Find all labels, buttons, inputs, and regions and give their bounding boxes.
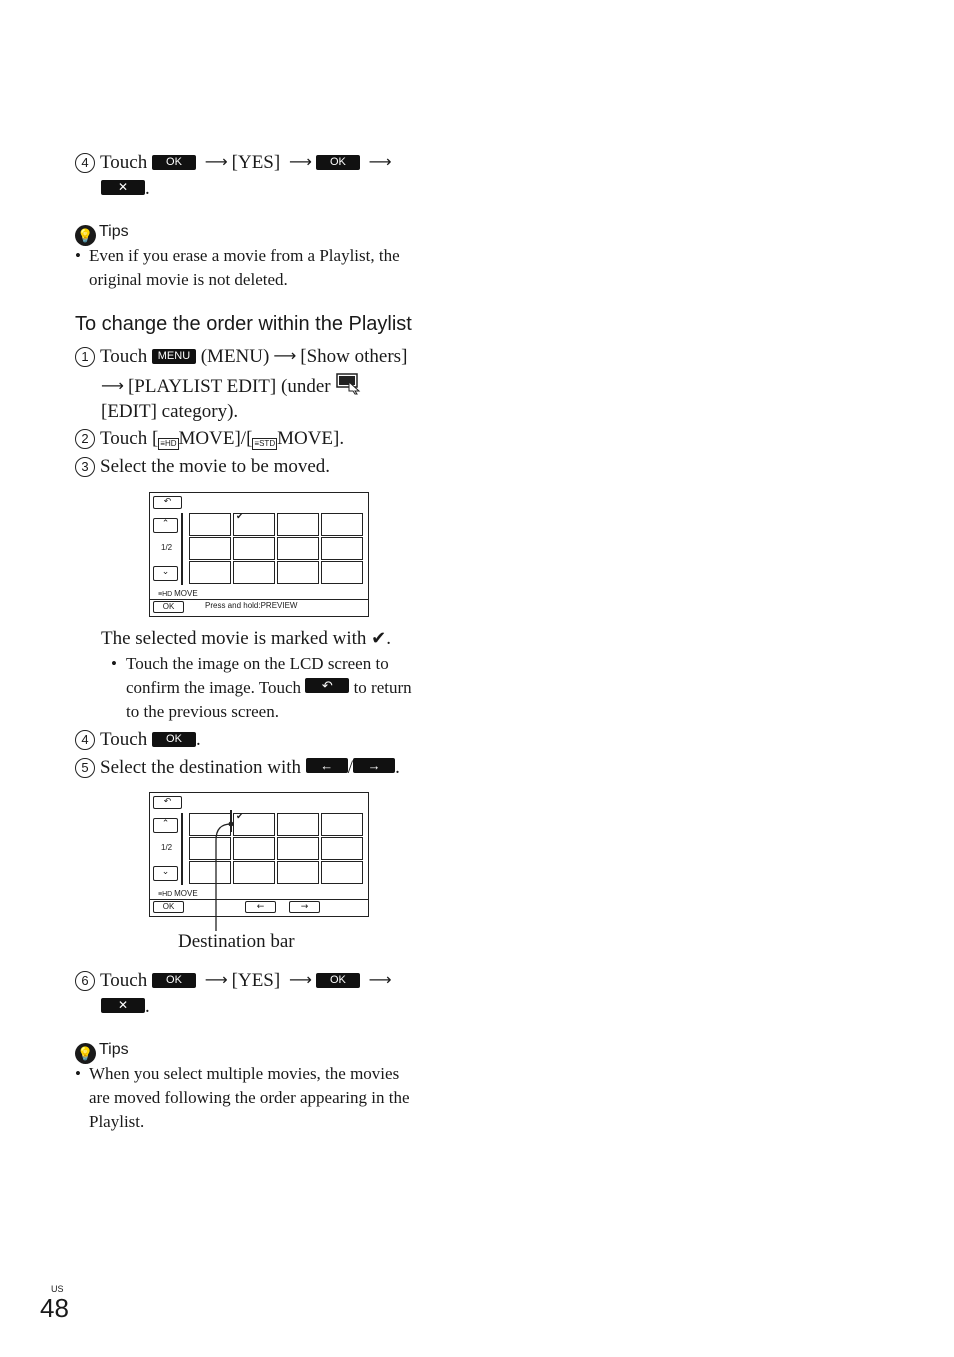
scrollbar [181,813,183,885]
thumbnail [321,813,363,836]
tips-2-bullet: • When you select multiple movies, the movies are moved following the order appearing in the Playlist. [75,1064,410,1131]
thumbnail [321,513,363,536]
tips-title: Tips [99,1041,129,1058]
thumbnail [277,561,319,584]
scroll-down-icon: ⌄ [153,566,178,581]
yes-text: [YES] [231,152,281,173]
preview-hint: Press and hold:PREVIEW [205,601,298,610]
move-text: MOVE [174,889,198,898]
scrollbar [181,513,183,585]
hd-move-text: MOVE]/[ [178,428,253,449]
marked-text: The selected movie is marked with [101,628,367,649]
playlist-edit-text: [PLAYLIST EDIT] (under [127,376,331,397]
hd-movie-icon: ≡HD [160,439,177,448]
arrow-icon: ⟶ [288,152,312,171]
edit-category-icon [335,373,363,395]
destination-callout-line [200,818,240,933]
destination-bar-label: Destination bar [178,931,295,952]
ok-button: OK [152,732,196,747]
arrow-icon: ⟶ [101,376,124,395]
thumbnail [277,537,319,560]
thumbnail [189,537,231,560]
step-1 [75,345,407,368]
tips-title: Tips [99,223,129,240]
step-number: 6 [75,971,95,991]
tips-text: Playlist. [89,1112,145,1131]
arrow-icon: ⟶ [204,152,228,171]
step-number: 4 [75,153,95,173]
hd-movie-icon: ≡HD [158,891,175,898]
bullet-text: confirm the image. Touch [126,678,302,697]
step-number: 5 [75,758,95,778]
step-6-close-line: ✕ . [101,996,150,1018]
return-icon: ↶ [153,496,182,509]
ok-button: OK [316,973,360,988]
thumbnail [277,861,319,884]
return-icon: ↶ [305,678,349,693]
tips-text: are moved following the order appearing in the [89,1088,410,1107]
step-6 [75,969,396,992]
lcd-bullet: • Touch the image on the LCD screen to confirm the image. Touch ↶ to return to the previous screen. [111,654,412,721]
thumbnail [189,513,231,536]
bullet-text: to return [353,678,412,697]
tips-text: When you select multiple movies, the movies [89,1064,400,1083]
ok-button: OK [316,155,360,170]
thumbnail [233,537,275,560]
bullet-text: to the previous screen. [126,702,279,721]
step-number: 4 [75,730,95,750]
arrow-icon: ⟶ [273,346,297,365]
arrow-icon: ⟶ [368,970,392,989]
step-number: 2 [75,429,95,449]
thumbnail [321,861,363,884]
lightbulb-icon: 💡 [75,1043,96,1064]
divider [150,899,368,900]
thumbnail [189,561,231,584]
check-icon: ✔ [236,511,244,521]
ok-button: OK [153,901,184,913]
step-number: 1 [75,347,95,367]
thumbnail [321,561,363,584]
close-button: ✕ [101,998,145,1013]
step-4-second: 4 Touch OK . [75,729,201,751]
step-text: Select the destination with [100,757,302,778]
step-3 [75,456,330,478]
scroll-up-icon: ⌃ [153,518,178,533]
menu-button: MENU [152,349,196,364]
ok-button: OK [152,155,196,170]
tips-text: Even if you erase a movie from a Playlist, the [89,246,400,265]
step-text: Touch [100,152,148,173]
thumbnail [321,537,363,560]
step-1-line2 [101,373,363,398]
yes-text: [YES] [231,970,281,991]
lightbulb-icon: 💡 [75,225,96,246]
page-indicator: 1/2 [161,543,173,552]
step-number: 3 [75,457,95,477]
thumbnail [321,837,363,860]
page-number: 48 [40,1293,69,1323]
scroll-up-icon: ⌃ [153,818,178,833]
region-label: US [51,1284,64,1294]
step-text: Touch [100,729,148,750]
std-move-text: MOVE]. [277,428,345,449]
thumbnail [277,813,319,836]
thumbnail [233,561,275,584]
arrow-icon: ⟶ [204,970,228,989]
step-1-line3: [EDIT] category). [101,401,239,422]
step-text: Touch [100,970,148,991]
thumbnail [277,837,319,860]
std-movie-icon: ≡STD [254,439,276,448]
ok-button: OK [152,973,196,988]
divider [150,599,368,600]
step-4-close-line: ✕ . [101,178,150,200]
scroll-down-icon: ⌄ [153,866,178,881]
check-icon: ✔ [236,811,244,821]
marked-text-line: The selected movie is marked with ✔. [101,628,391,649]
step-5: 5 Select the destination with ← / → . [75,757,400,779]
tips-1-bullet: • Even if you erase a movie from a Playlist, the original movie is not deleted. [75,246,400,289]
right-arrow-button: → [289,901,320,913]
left-arrow-button: ← [306,758,348,773]
lcd-screen-select [149,492,369,617]
page-indicator: 1/2 [161,843,173,852]
tips-text: original movie is not deleted. [89,270,288,289]
close-button: ✕ [101,180,145,195]
tips-header [75,222,129,246]
menu-text: (MENU) [200,346,270,367]
step-text: Touch [100,346,148,367]
tips-header [75,1040,129,1064]
bullet-text: Touch the image on the LCD screen to [126,654,389,673]
section-heading: To change the order within the Playlist [75,313,412,335]
right-arrow-button: → [353,758,395,773]
step-4-first [75,151,396,174]
return-icon: ↶ [153,796,182,809]
thumbnail [233,513,275,536]
show-others-text: [Show others] [300,346,408,367]
check-icon: ✔ [371,628,387,649]
step-2 [75,428,344,450]
move-text: MOVE [174,589,198,598]
thumbnail [277,513,319,536]
ok-button: OK [153,601,184,613]
hd-movie-icon: ≡HD [158,591,175,598]
lcd-screen-destination [149,792,369,917]
step-text: Touch [ [100,428,159,449]
left-arrow-button: ← [245,901,276,913]
arrow-icon: ⟶ [288,970,312,989]
step-text: Select the movie to be moved. [100,456,331,477]
arrow-icon: ⟶ [368,152,392,171]
